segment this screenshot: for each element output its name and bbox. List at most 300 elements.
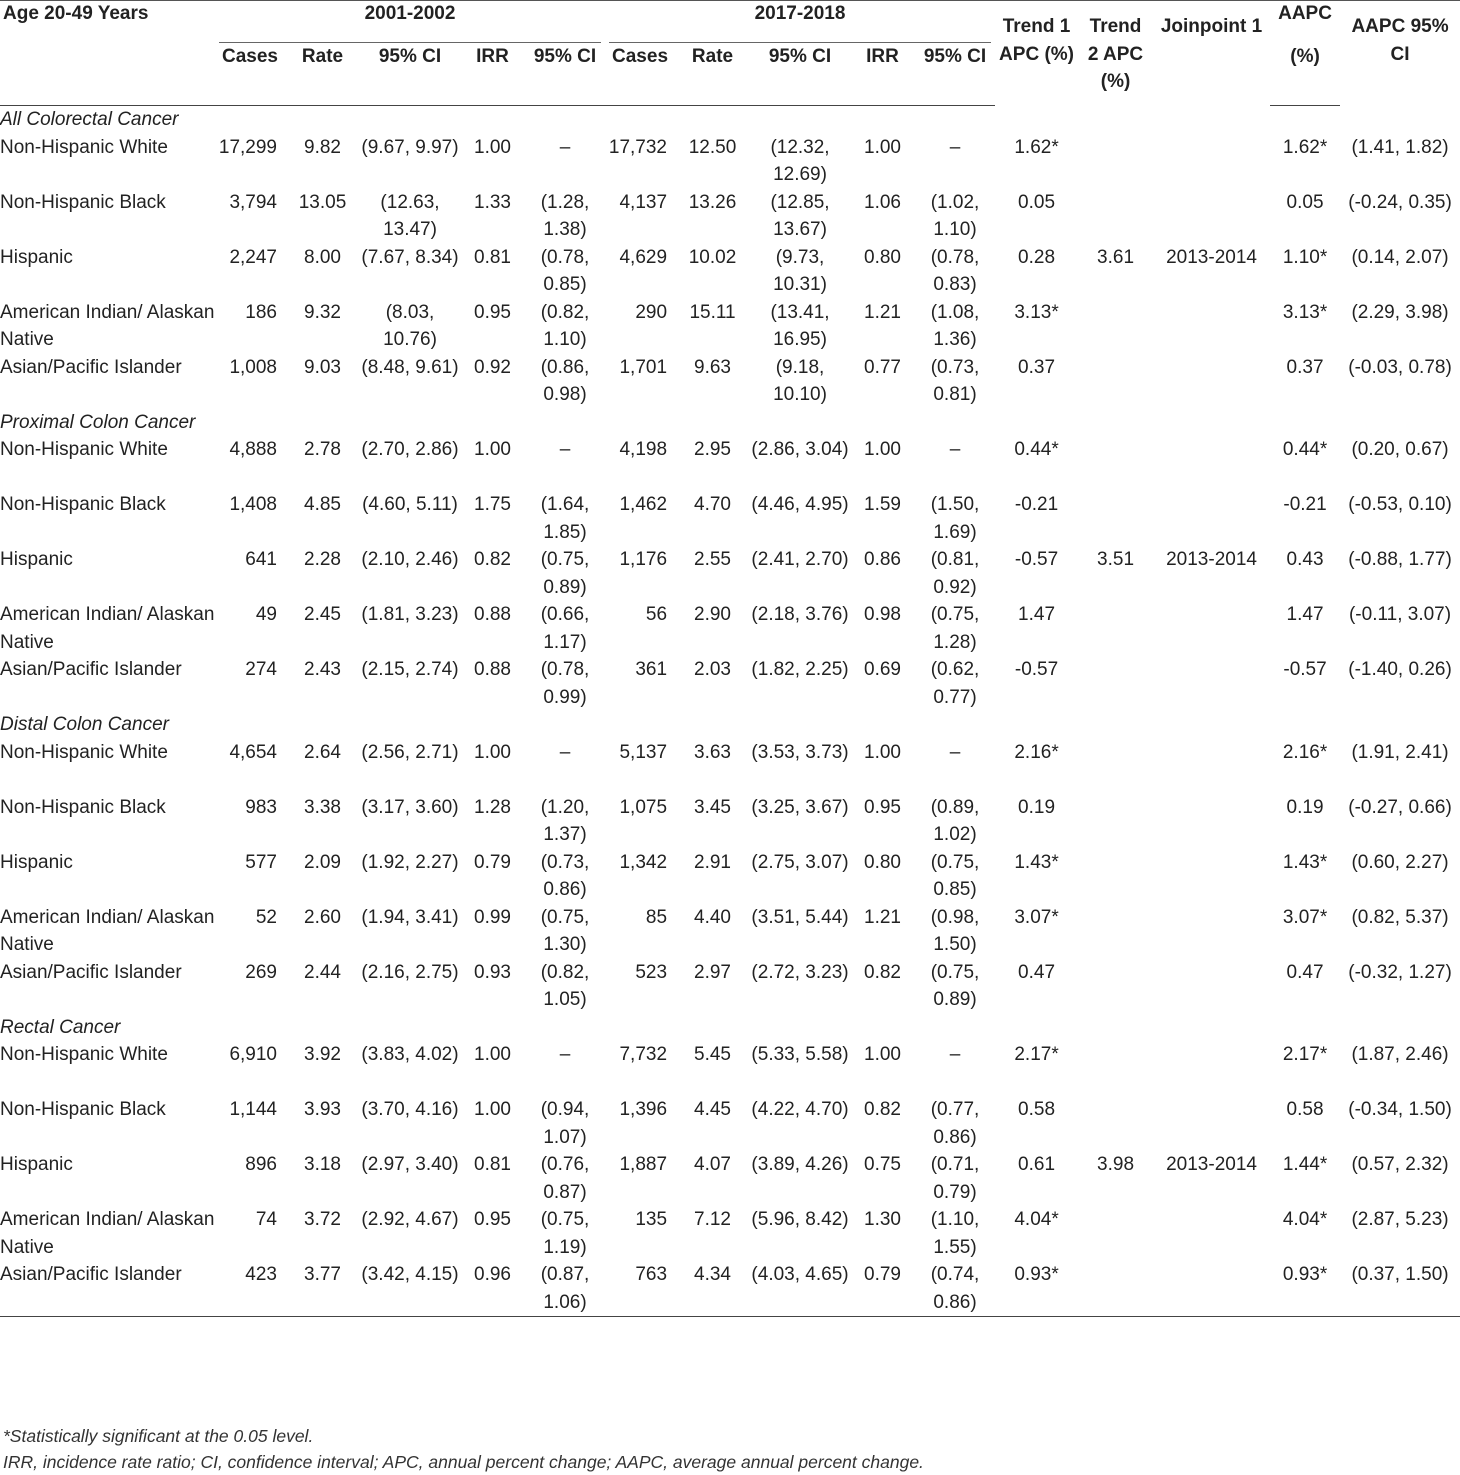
rate-ci-2001-cell: (3.42, 4.15) (360, 1261, 460, 1317)
irr-ci-2001-cell: (0.78, 0.99) (540, 659, 590, 708)
rate-ci-2017-cell: (5.33, 5.58) (751, 1044, 849, 1065)
irr-ci-2017-cell: (0.77, 0.86) (930, 1099, 980, 1148)
trend2-apc-cell (1078, 794, 1153, 849)
table-row (0, 134, 1460, 189)
rate-ci-2017-cell: (12.32, 12.69) (770, 136, 830, 185)
cases-2017-cell: 1,887 (619, 1154, 668, 1175)
rate-2017-cell: 2.55 (694, 549, 731, 570)
trend1-apc-cell: -0.57 (1014, 659, 1059, 680)
rate-ci-2017-cell: (3.25, 3.67) (751, 796, 849, 818)
aapc-cell: 4.04* (1282, 1209, 1328, 1230)
aapc-ci-cell: (-0.03, 0.78) (1348, 356, 1452, 378)
rate-2017-cell: 3.45 (694, 796, 731, 818)
irr-2001-cell: 0.88 (474, 604, 511, 625)
irr-2017-cell: 1.00 (864, 741, 901, 763)
rate-2001-cell: 3.72 (304, 1209, 341, 1230)
irr-ci-2017-cell: (0.62, 0.77) (930, 659, 980, 708)
rate-2017-cell: 2.03 (694, 659, 731, 680)
trend2-apc-cell (1078, 1096, 1153, 1151)
aapc-cell: 0.37 (1286, 356, 1324, 378)
cases-2017-cell: 1,075 (619, 796, 668, 818)
rate-2001-cell: 2.78 (304, 439, 341, 460)
cases-2017-cell: 1,701 (619, 356, 668, 378)
col-irrci-1: 95% CI (525, 43, 605, 106)
rate-ci-2001-cell: (9.67, 9.97) (361, 136, 459, 158)
rate-ci-2001-cell: (2.97, 3.40) (361, 1154, 459, 1175)
irr-ci-2017-cell: (0.75, 0.85) (930, 851, 980, 900)
trend1-apc-cell: 0.58 (1018, 1099, 1056, 1120)
rate-ci-2017-cell: (9.18, 10.10) (773, 356, 827, 405)
trend2-apc-cell (1078, 656, 1153, 711)
period1-header (215, 0, 605, 43)
rate-2017-cell: 13.26 (688, 191, 737, 213)
irr-2017-cell: 1.00 (864, 136, 901, 158)
aapc-cell: 1.10* (1282, 246, 1328, 268)
table-row (0, 189, 1460, 244)
rate-ci-2017-cell: (1.82, 2.25) (751, 659, 849, 680)
col-ci-1: 95% CI (360, 43, 460, 106)
cases-2017-cell: 290 (635, 301, 668, 323)
rate-ci-2001-cell: (1.94, 3.41) (361, 906, 459, 928)
joinpoint-cell (1153, 134, 1270, 189)
aapc-ci-cell: (0.37, 1.50) (1340, 1261, 1460, 1317)
aapc-ci-cell: (-0.53, 0.10) (1348, 494, 1452, 515)
trend2-header: Trend 2 APC (%) (1087, 16, 1144, 92)
rate-2017-cell: 2.91 (694, 851, 731, 873)
irr-ci-2017-cell: (0.75, 0.89) (930, 961, 980, 1010)
rate-2001-cell: 3.38 (304, 796, 341, 818)
trend1-apc-cell: 0.05 (1018, 191, 1056, 213)
trend1-apc-cell: 0.93* (995, 1261, 1078, 1317)
irr-2017-cell: 1.30 (864, 1209, 901, 1230)
section-title: Rectal Cancer (0, 1016, 121, 1038)
cases-2001-cell: 3,794 (229, 191, 277, 213)
irr-ci-2001-cell: (0.75, 0.89) (540, 549, 590, 598)
irr-ci-2001-cell: (0.75, 1.19) (540, 1209, 590, 1258)
table-row (0, 1041, 1460, 1096)
table-row (0, 1151, 1460, 1206)
rate-2017-cell: 12.50 (688, 136, 737, 158)
col-cases-2: Cases (605, 43, 675, 106)
cases-2017-cell: 7,732 (619, 1044, 668, 1065)
group-label-cell: Non-Hispanic Black (0, 1099, 166, 1120)
rate-ci-2001-cell: (2.16, 2.75) (361, 961, 459, 983)
aapc-ci-cell: (0.20, 0.67) (1351, 439, 1449, 460)
aapc-ci-cell: (2.87, 5.23) (1351, 1209, 1449, 1230)
group-label-cell: Non-Hispanic Black (0, 191, 166, 213)
irr-ci-2001-cell: – (559, 136, 571, 158)
aapc-cell: 0.19 (1286, 796, 1324, 818)
joinpoint-cell (1153, 959, 1270, 1014)
rate-ci-2001-cell: (3.70, 4.16) (361, 1099, 459, 1120)
irr-ci-2001-cell: (0.87, 1.06) (525, 1261, 605, 1317)
rate-ci-2001-cell: (2.15, 2.74) (361, 659, 459, 680)
trend1-apc-cell: 0.44* (1014, 439, 1059, 460)
col-rate-1: Rate (285, 43, 360, 106)
rate-2001-cell: 2.64 (304, 741, 341, 763)
trend2-apc-cell (1078, 134, 1153, 189)
table-header (0, 0, 1460, 106)
corner-header: Age 20-49 Years (3, 3, 149, 24)
table-row (0, 436, 1460, 491)
irr-2001-cell: 0.95 (474, 301, 511, 323)
group-label-cell: Non-Hispanic White (0, 439, 168, 460)
irr-2017-cell: 1.21 (864, 906, 901, 928)
irr-ci-2001-cell: (1.28, 1.38) (540, 191, 590, 240)
aapc-cell: 0.93* (1270, 1261, 1340, 1317)
table-row (0, 1096, 1460, 1151)
joinpoint-cell: 2013-2014 (1166, 246, 1257, 268)
irr-2017-cell: 0.82 (864, 1099, 901, 1120)
rate-ci-2001-cell: (4.60, 5.11) (362, 494, 458, 515)
irr-2017-cell: 0.77 (864, 356, 901, 378)
cases-2001-cell: 274 (245, 659, 277, 680)
irr-2001-cell: 0.92 (474, 356, 511, 378)
aapc-ci-cell: (-0.27, 0.66) (1348, 796, 1452, 818)
aapc-cell: 1.44* (1282, 1154, 1328, 1175)
table-row (0, 354, 1460, 409)
cases-2001-cell: 2,247 (229, 246, 277, 268)
rate-2017-cell: 4.70 (694, 494, 731, 515)
irr-2017-cell: 0.80 (864, 851, 901, 873)
joinpoint-cell (1153, 794, 1270, 849)
joinpoint-cell: 2013-2014 (1166, 549, 1257, 570)
joinpoint-cell (1153, 739, 1270, 794)
rate-ci-2001-cell: (8.48, 9.61) (361, 356, 459, 378)
rate-2017-cell: 2.90 (694, 604, 731, 625)
cases-2001-cell: 1,144 (229, 1099, 277, 1120)
section-title: Distal Colon Cancer (0, 714, 169, 735)
trend1-apc-cell: 2.16* (1014, 741, 1059, 763)
rate-ci-2017-cell: (4.22, 4.70) (751, 1099, 849, 1120)
aapc-cell: 1.43* (1282, 851, 1328, 873)
irr-2001-cell: 0.99 (474, 906, 511, 928)
col-irrci-2: 95% CI (915, 43, 995, 106)
cases-2017-cell: 56 (645, 604, 668, 625)
period2-header (605, 0, 995, 43)
cases-2017-cell: 135 (635, 1209, 668, 1230)
irr-2001-cell: 1.28 (474, 796, 511, 818)
cases-2017-cell: 5,137 (619, 741, 668, 763)
irr-2017-cell: 1.59 (864, 494, 901, 515)
irr-2017-cell: 0.69 (864, 659, 901, 680)
irr-2001-cell: 0.88 (474, 659, 511, 680)
rate-ci-2017-cell: (12.85, 13.67) (770, 191, 830, 240)
irr-ci-2017-cell: (0.75, 1.28) (930, 604, 980, 653)
irr-2017-cell: 0.79 (850, 1261, 915, 1317)
footnotes (3, 1423, 924, 1475)
footnote-abbreviations: IRR, incidence rate ratio; CI, confidence interval; APC, annual percent change; AAPC, average annual percent change. (3, 1452, 924, 1472)
cases-2001-cell: 423 (215, 1261, 285, 1317)
irr-2001-cell: 0.81 (474, 1154, 511, 1175)
group-label-cell: Asian/Pacific Islander (0, 356, 182, 378)
cases-2001-cell: 17,299 (218, 136, 277, 158)
group-label-cell: Hispanic (0, 851, 73, 873)
cases-2017-cell: 4,198 (619, 439, 668, 460)
aapc-cell: 0.05 (1286, 191, 1324, 213)
cases-2001-cell: 49 (255, 604, 277, 625)
rate-2001-cell: 2.43 (304, 659, 341, 680)
aapc-ci-cell: (2.29, 3.98) (1351, 301, 1449, 323)
irr-ci-2017-cell: (0.89, 1.02) (930, 796, 980, 845)
joinpoint-cell (1153, 354, 1270, 409)
joinpoint-cell (1153, 904, 1270, 959)
trend1-apc-cell: 3.13* (1014, 301, 1059, 323)
rate-2017-cell: 4.34 (675, 1261, 750, 1317)
rate-ci-2001-cell: (3.17, 3.60) (361, 796, 459, 818)
rate-ci-2001-cell: (2.10, 2.46) (361, 549, 459, 570)
irr-ci-2001-cell: – (559, 439, 571, 460)
trend1-apc-cell: -0.57 (1014, 549, 1059, 570)
irr-ci-2017-cell: (0.74, 0.86) (915, 1261, 995, 1317)
trend2-apc-cell (1078, 1041, 1153, 1096)
aapc-cell: 1.62* (1282, 136, 1328, 158)
rate-2001-cell: 9.82 (304, 136, 341, 158)
trend1-apc-cell: 0.47 (1018, 961, 1056, 983)
group-label-cell: Non-Hispanic White (0, 741, 168, 763)
irr-ci-2017-cell: – (949, 439, 961, 460)
irr-2017-cell: 0.82 (864, 961, 901, 983)
rate-2001-cell: 3.93 (304, 1099, 341, 1120)
trend2-apc-cell (1078, 354, 1153, 409)
aapc-cell: 3.07* (1282, 906, 1328, 928)
joinpoint-cell (1153, 1096, 1270, 1151)
trend2-apc-cell (1078, 299, 1153, 354)
rate-ci-2017-cell: (2.86, 3.04) (751, 439, 849, 460)
group-label-cell: American Indian/ Alaskan Native (0, 1209, 215, 1258)
cases-2001-cell: 186 (245, 301, 277, 323)
irr-ci-2017-cell: (0.71, 0.79) (930, 1154, 980, 1203)
cases-2001-cell: 269 (245, 961, 277, 983)
irr-2001-cell: 0.95 (474, 1209, 511, 1230)
irr-2001-cell: 0.79 (474, 851, 511, 873)
group-label-cell: Non-Hispanic Black (0, 494, 166, 515)
trend2-apc-cell (1078, 189, 1153, 244)
joinpoint-cell (1153, 601, 1270, 656)
trend2-apc-cell (1078, 601, 1153, 656)
table-row (0, 849, 1460, 904)
cases-2017-cell: 1,176 (619, 549, 668, 570)
footnote-significance: *Statistically significant at the 0.05 level. (3, 1426, 314, 1446)
rate-2017-cell: 4.45 (694, 1099, 731, 1120)
group-label-cell: Hispanic (0, 246, 73, 268)
rate-ci-2001-cell: (1.92, 2.27) (361, 851, 459, 873)
cases-2017-cell: 1,396 (619, 1099, 668, 1120)
table-row (0, 794, 1460, 849)
group-label-cell: Non-Hispanic White (0, 1044, 168, 1065)
aapc-ci-cell: (-0.24, 0.35) (1348, 191, 1452, 213)
irr-ci-2001-cell: (0.86, 0.98) (540, 356, 590, 405)
group-label-cell: American Indian/ Alaskan Native (0, 301, 215, 350)
aapc-ci-cell: (-0.32, 1.27) (1348, 961, 1452, 983)
irr-ci-2001-cell: (0.75, 1.30) (540, 906, 590, 955)
rate-2001-cell: 9.32 (304, 301, 341, 323)
section-spacer (215, 409, 1460, 437)
aapc-cell: 1.47 (1286, 604, 1324, 625)
rate-2001-cell: 9.03 (304, 356, 341, 378)
irr-ci-2001-cell: (0.94, 1.07) (540, 1099, 590, 1148)
aapc-ci-cell: (0.82, 5.37) (1351, 906, 1449, 928)
irr-ci-2001-cell: – (559, 1044, 571, 1065)
trend2-apc-cell (1078, 1261, 1153, 1317)
cases-2017-cell: 1,342 (619, 851, 668, 873)
group-label-cell: Non-Hispanic Black (0, 796, 166, 818)
section-title: All Colorectal Cancer (0, 109, 179, 130)
rate-2017-cell: 4.07 (694, 1154, 731, 1175)
irr-ci-2001-cell: (1.20, 1.37) (540, 796, 590, 845)
irr-2001-cell: 1.00 (474, 136, 511, 158)
aapc-ci-cell: (-0.88, 1.77) (1348, 549, 1452, 570)
rate-2017-cell: 2.97 (694, 961, 731, 983)
cases-2017-cell: 1,462 (619, 494, 668, 515)
section-title: Proximal Colon Cancer (0, 411, 196, 433)
trend1-apc-cell: 1.62* (1014, 136, 1059, 158)
aapc-ci-cell: (1.87, 2.46) (1351, 1044, 1449, 1065)
rate-ci-2017-cell: (2.41, 2.70) (751, 549, 849, 570)
rate-ci-2017-cell: (4.03, 4.65) (750, 1261, 850, 1317)
rate-2017-cell: 2.95 (694, 439, 731, 460)
cases-2001-cell: 74 (255, 1209, 277, 1230)
cases-2017-cell: 85 (645, 906, 668, 928)
aapc-ci-cell: (1.91, 2.41) (1351, 741, 1449, 763)
table-row (0, 546, 1460, 601)
rate-2001-cell: 4.85 (304, 494, 341, 515)
aapc-cell: 0.44* (1282, 439, 1328, 460)
rate-ci-2017-cell: (3.89, 4.26) (751, 1154, 849, 1175)
table-row (0, 601, 1460, 656)
table-row (0, 491, 1460, 546)
joinpoint-cell (1153, 299, 1270, 354)
aapc-cell: -0.57 (1283, 659, 1327, 680)
irr-ci-2017-cell: – (949, 1044, 961, 1065)
irr-2017-cell: 1.00 (864, 439, 901, 460)
irr-ci-2001-cell: (0.76, 0.87) (540, 1154, 590, 1203)
rate-2017-cell: 3.63 (694, 741, 731, 763)
table-row (0, 959, 1460, 1014)
cases-2001-cell: 4,654 (229, 741, 277, 763)
group-label-cell: Asian/Pacific Islander (0, 659, 182, 680)
irr-2001-cell: 0.82 (474, 549, 511, 570)
aapc-cell: 0.43 (1286, 549, 1324, 570)
col-rate-2: Rate (675, 43, 750, 106)
trend1-apc-cell: -0.21 (1014, 494, 1059, 515)
rate-ci-2017-cell: (2.72, 3.23) (751, 961, 849, 983)
col-cases-1: Cases (215, 43, 285, 106)
table-row (0, 904, 1460, 959)
irr-ci-2017-cell: (1.50, 1.69) (930, 494, 980, 543)
irr-ci-2001-cell: (0.82, 1.10) (540, 301, 590, 350)
cases-2017-cell: 523 (635, 961, 668, 983)
rate-2001-cell: 2.45 (304, 604, 341, 625)
trend2-apc-cell (1078, 904, 1153, 959)
period1-label: 2001-2002 (364, 3, 456, 24)
aapc-ci-cell: (0.14, 2.07) (1351, 246, 1449, 268)
cases-2017-cell: 4,629 (619, 246, 668, 268)
irr-ci-2001-cell: (0.78, 0.85) (540, 246, 590, 295)
joinpoint-cell (1153, 656, 1270, 711)
rate-2001-cell: 2.60 (304, 906, 341, 928)
irr-ci-2017-cell: (1.02, 1.10) (930, 191, 980, 240)
table-row (0, 656, 1460, 711)
irr-ci-2017-cell: (1.08, 1.36) (930, 301, 980, 350)
trend1-apc-cell: 4.04* (1014, 1209, 1059, 1230)
rate-2001-cell: 2.09 (304, 851, 341, 873)
trend1-apc-cell: 0.28 (1018, 246, 1056, 268)
aapc-unit: (%) (1270, 43, 1340, 106)
irr-2001-cell: 1.00 (474, 741, 511, 763)
rate-ci-2001-cell: (3.83, 4.02) (361, 1044, 459, 1065)
group-label-cell: Asian/Pacific Islander (0, 1261, 215, 1317)
rate-2001-cell: 13.05 (298, 191, 347, 213)
trend2-apc-cell (1078, 436, 1153, 491)
rate-ci-2001-cell: (1.81, 3.23) (361, 604, 459, 625)
irr-ci-2001-cell: (0.73, 0.86) (540, 851, 590, 900)
table-row (0, 1206, 1460, 1261)
table-row (0, 1261, 1460, 1317)
rate-2017-cell: 5.45 (694, 1044, 731, 1065)
rate-ci-2001-cell: (2.56, 2.71) (361, 741, 459, 763)
period2-label: 2017-2018 (754, 3, 846, 24)
irr-ci-2001-cell: (0.66, 1.17) (540, 604, 590, 653)
cases-2001-cell: 6,910 (229, 1044, 277, 1065)
irr-ci-2017-cell: (0.78, 0.83) (930, 246, 980, 295)
aapc-ci-header: AAPC 95% CI (1351, 16, 1449, 65)
cases-2001-cell: 1,008 (229, 356, 277, 378)
irr-ci-2017-cell: (1.10, 1.55) (930, 1209, 980, 1258)
col-irr-1: IRR (460, 43, 525, 106)
trend2-apc-cell (1078, 959, 1153, 1014)
cases-2001-cell: 52 (255, 906, 277, 928)
cases-2001-cell: 896 (245, 1154, 277, 1175)
aapc-cell: 3.13* (1282, 301, 1328, 323)
group-label-cell: Asian/Pacific Islander (0, 961, 182, 983)
irr-2017-cell: 0.75 (864, 1154, 901, 1175)
irr-2001-cell: 0.81 (474, 246, 511, 268)
irr-2001-cell: 1.75 (474, 494, 511, 515)
aapc-cell: -0.21 (1283, 494, 1327, 515)
rate-ci-2017-cell: (2.75, 3.07) (751, 851, 849, 873)
trend2-apc-cell: 3.51 (1097, 549, 1135, 570)
cases-2001-cell: 983 (245, 796, 277, 818)
irr-ci-2001-cell: (1.64, 1.85) (540, 494, 590, 543)
trend2-apc-cell: 3.61 (1097, 246, 1135, 268)
rate-ci-2001-cell: (7.67, 8.34) (361, 246, 459, 268)
trend2-apc-cell (1078, 1206, 1153, 1261)
section-header-row (0, 1014, 1460, 1042)
trend1-apc-cell: 1.47 (1018, 604, 1056, 625)
trend1-header: Trend 1 APC (%) (999, 16, 1074, 65)
joinpoint-cell (1153, 1206, 1270, 1261)
rate-2001-cell: 3.92 (304, 1044, 341, 1065)
aapc-ci-cell: (1.41, 1.82) (1351, 136, 1449, 158)
trend2-apc-cell (1078, 849, 1153, 904)
trend1-apc-cell: 2.17* (1014, 1044, 1059, 1065)
trend2-apc-cell: 3.98 (1097, 1154, 1135, 1175)
rate-2001-cell: 2.28 (304, 549, 341, 570)
irr-2001-cell: 1.00 (474, 439, 511, 460)
irr-ci-2001-cell: – (559, 741, 571, 763)
trend1-apc-cell: 0.61 (1018, 1154, 1056, 1175)
trend1-apc-cell: 0.37 (1018, 356, 1056, 378)
cases-2001-cell: 577 (245, 851, 277, 873)
rate-2001-cell: 3.77 (285, 1261, 360, 1317)
irr-2001-cell: 1.00 (474, 1044, 511, 1065)
col-ci-2: 95% CI (750, 43, 850, 106)
trend2-apc-cell (1078, 739, 1153, 794)
aapc-header: AAPC (1278, 3, 1332, 24)
section-header-row (0, 106, 1460, 134)
joinpoint-cell (1153, 849, 1270, 904)
